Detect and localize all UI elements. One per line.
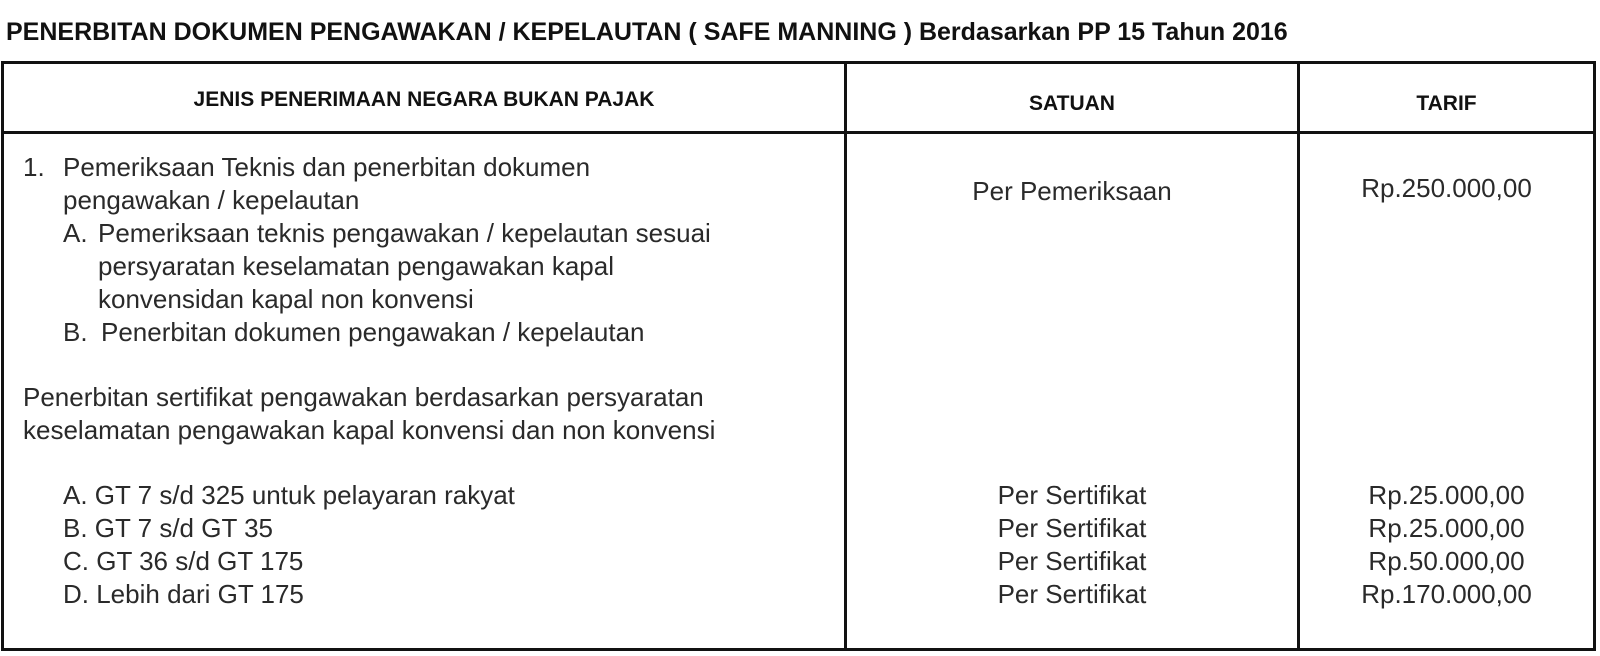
item-1-sub-b-label: B.: [63, 317, 88, 347]
header-tarif: TARIF: [1416, 92, 1477, 115]
row-tarif: Rp.25.000,00: [1368, 513, 1525, 543]
section-2-line1: Penerbitan sertifikat pengawakan berdasarkan persyaratan: [23, 382, 704, 412]
row-label: D. Lebih dari GT 175: [63, 579, 304, 609]
row-tarif: Rp.170.000,00: [1361, 579, 1532, 609]
item-1-sub-a-label: A.: [63, 218, 88, 248]
row-satuan: Per Sertifikat: [997, 546, 1147, 576]
page-title: PENERBITAN DOKUMEN PENGAWAKAN / KEPELAUTAN ( SAFE MANNING ) Berdasarkan PP 15 Tahun 2016: [6, 18, 1288, 46]
item-1-sub-a-line2: persyaratan keselamatan pengawakan kapal: [98, 251, 615, 281]
item-1-sub-b-line1: Penerbitan dokumen pengawakan / kepelautan: [101, 317, 645, 347]
item-1-number: 1.: [23, 152, 45, 182]
item-1-sub-a-line1: Pemeriksaan teknis pengawakan / kepelautan sesuai: [98, 218, 711, 248]
row-satuan: Per Sertifikat: [997, 513, 1147, 543]
row-tarif: Rp.25.000,00: [1368, 480, 1525, 510]
row-tarif: Rp.50.000,00: [1368, 546, 1525, 576]
row-label: B. GT 7 s/d GT 35: [63, 513, 274, 543]
section-2-line2: keselamatan pengawakan kapal konvensi dan non konvensi: [23, 415, 716, 445]
row-label: A. GT 7 s/d 325 untuk pelayaran rakyat: [63, 480, 515, 510]
tariff-table: [1, 61, 1596, 651]
header-jenis: JENIS PENERIMAAN NEGARA BUKAN PAJAK: [193, 88, 655, 111]
item-1-line1: Pemeriksaan Teknis dan penerbitan dokumen: [63, 152, 591, 182]
header-satuan: SATUAN: [1029, 92, 1115, 115]
row-satuan: Per Sertifikat: [997, 579, 1147, 609]
row-label: C. GT 36 s/d GT 175: [63, 546, 304, 576]
row-satuan: Per Sertifikat: [997, 480, 1147, 510]
item-1-sub-a-line3: konvensidan kapal non konvensi: [98, 284, 474, 314]
item-1-satuan: Per Pemeriksaan: [972, 176, 1172, 206]
item-1-line2: pengawakan / kepelautan: [63, 185, 360, 215]
item-1-tarif: Rp.250.000,00: [1361, 173, 1532, 203]
header-divider: [4, 131, 1593, 134]
